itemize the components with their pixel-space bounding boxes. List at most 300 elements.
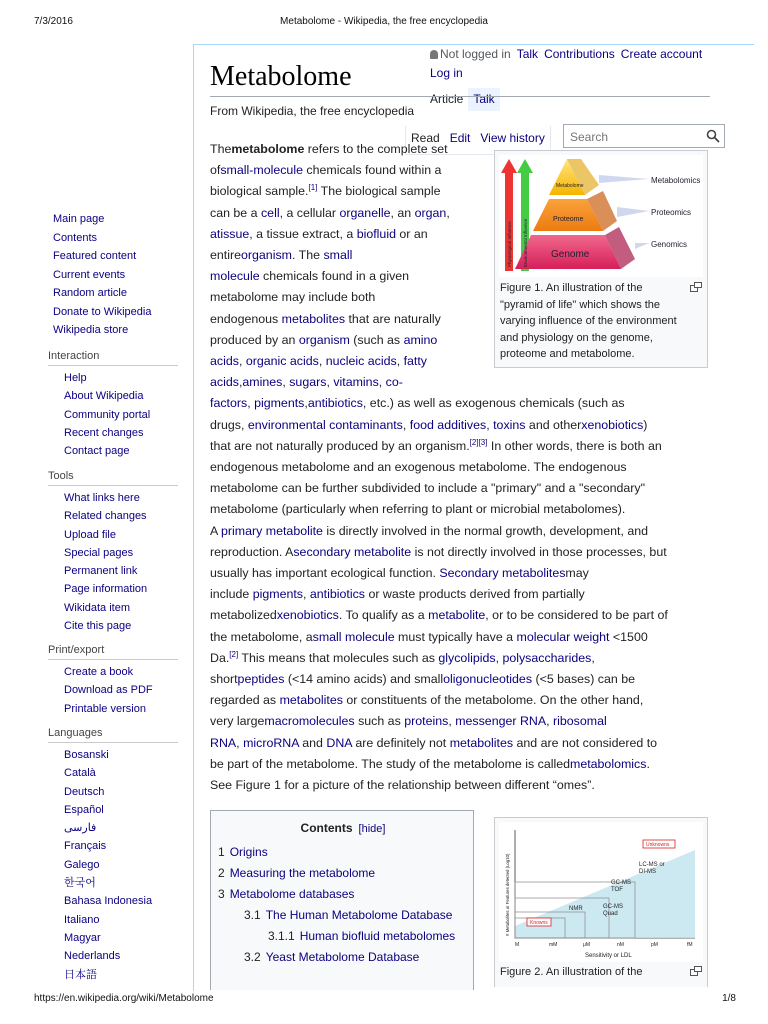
link-organelle[interactable]: organelle bbox=[339, 205, 391, 220]
toc-item-link[interactable]: Origins bbox=[229, 845, 268, 859]
tab-view-history[interactable]: View history bbox=[480, 131, 545, 145]
namespace-tabs bbox=[425, 88, 500, 113]
body-text: endogenous metabolome and an exogenous metabolome. The endogenous bbox=[210, 460, 627, 474]
toc-item-number[interactable]: 3.2 bbox=[244, 950, 261, 964]
body-line bbox=[210, 669, 635, 689]
body-line bbox=[210, 584, 585, 604]
tab-edit[interactable]: Edit bbox=[449, 131, 471, 145]
link-food-additives[interactable]: food additives bbox=[409, 417, 487, 432]
sidebar-link-bahasa-indonesia[interactable]: Bahasa Indonesia bbox=[64, 895, 153, 908]
body-text: drugs, bbox=[210, 417, 248, 432]
body-text: reproduction. A bbox=[210, 544, 294, 559]
link-organism[interactable]: organism bbox=[298, 332, 350, 347]
sidebar-link-download-as-pdf[interactable]: Download as PDF bbox=[64, 684, 153, 697]
link-amino[interactable]: amino bbox=[403, 332, 438, 347]
sidebar-link-wikipedia-store[interactable]: Wikipedia store bbox=[53, 324, 129, 336]
label-nmr: NMR bbox=[569, 906, 583, 912]
body-text: are definitely not bbox=[351, 735, 450, 750]
chart-x-axis-label: Sensitivity or LDL bbox=[585, 953, 632, 959]
body-text: (such as bbox=[349, 332, 404, 347]
link-dna[interactable]: DNA bbox=[326, 735, 352, 750]
x-tick: fM bbox=[687, 942, 693, 948]
caption-line: and physiology on the genome, bbox=[500, 331, 653, 344]
label-genome: Genome bbox=[551, 249, 590, 260]
sidebar-link-help[interactable]: Help bbox=[64, 372, 87, 384]
toc-item[interactable] bbox=[268, 929, 455, 943]
figure-2 bbox=[494, 817, 708, 987]
body-text: metabolome (particularly when referring to plant or microbial metabolomes). bbox=[210, 502, 626, 517]
sidebar-item bbox=[53, 321, 180, 340]
link-sugars[interactable]: sugars bbox=[289, 375, 327, 390]
link-amines[interactable]: amines bbox=[242, 375, 283, 390]
sidebar-link-galego[interactable]: Galego bbox=[64, 858, 100, 871]
x-tick: nM bbox=[617, 942, 624, 948]
label-metabolome: Metabolome bbox=[556, 183, 584, 189]
sidebar-link-permanent-link[interactable]: Permanent link bbox=[64, 565, 138, 578]
body-line bbox=[210, 266, 409, 286]
sidebar-link-item[interactable]: 日本語 bbox=[64, 968, 97, 981]
sidebar-link-printable-version[interactable]: Printable version bbox=[64, 702, 146, 715]
sidebar-item bbox=[64, 580, 178, 598]
search-box bbox=[563, 124, 725, 148]
body-text: that are not naturally produced by an organism. bbox=[210, 438, 470, 453]
link-primary-metabolite[interactable]: primary metabolite bbox=[221, 523, 323, 538]
link-small[interactable]: small bbox=[323, 248, 353, 262]
body-text: , bbox=[318, 354, 326, 368]
caption-line: Figure 1. An illustration of the bbox=[500, 282, 643, 294]
body-text: or an bbox=[395, 226, 428, 241]
body-text: is not directly involved in those processes, but bbox=[411, 544, 667, 559]
sidebar-item bbox=[64, 681, 178, 699]
label-proteome: Proteome bbox=[553, 216, 584, 223]
body-text: . To qualify as a bbox=[338, 608, 429, 623]
toc-item[interactable] bbox=[218, 845, 268, 859]
body-line bbox=[210, 542, 667, 562]
citation bbox=[229, 650, 238, 659]
link-oligonucleotides[interactable]: oligonucleotides bbox=[443, 672, 533, 686]
sidebar-item bbox=[53, 266, 180, 285]
sidebar bbox=[48, 210, 180, 981]
body-text: , bbox=[396, 354, 404, 368]
sidebar-link-community-portal[interactable]: Community portal bbox=[64, 408, 151, 421]
body-text: , bbox=[236, 735, 244, 750]
figure-1-caption bbox=[500, 280, 677, 363]
link-metabolites[interactable]: metabolites bbox=[279, 693, 343, 708]
body-text: , bbox=[247, 396, 255, 411]
body-line bbox=[210, 775, 595, 795]
contributions-link[interactable]: Contributions bbox=[544, 47, 615, 61]
link-metabolites[interactable]: metabolites bbox=[449, 735, 514, 750]
link-xenobiotics[interactable]: xenobiotics bbox=[581, 417, 644, 432]
body-text: , etc.) as well as exogenous chemicals (such as bbox=[362, 396, 625, 411]
body-text: See Figure 1 for a picture of the relationship between different “omes”. bbox=[210, 778, 595, 792]
link-factors[interactable]: factors bbox=[210, 396, 248, 411]
link-organic-acids[interactable]: organic acids bbox=[245, 354, 319, 368]
toc-hide-button[interactable]: [hide] bbox=[358, 823, 386, 835]
sidebar-link-magyar[interactable]: Magyar bbox=[64, 931, 101, 944]
body-text: , a tissue extract, a bbox=[249, 226, 357, 241]
sidebar-item bbox=[64, 856, 178, 874]
sidebar-link-italiano[interactable]: Italiano bbox=[64, 913, 100, 926]
link-secondary-metabolites[interactable]: Secondary metabolites bbox=[439, 566, 566, 580]
portal-heading-tools: Tools bbox=[48, 470, 178, 486]
body-text: endogenous bbox=[210, 311, 282, 326]
body-text: . bbox=[646, 756, 650, 771]
personal-tools bbox=[430, 45, 730, 83]
sidebar-link-special-pages[interactable]: Special pages bbox=[64, 546, 134, 559]
body-text: very large bbox=[210, 714, 265, 729]
sidebar-item bbox=[64, 892, 178, 910]
citation-link[interactable]: [1] bbox=[308, 183, 318, 193]
sidebar-item bbox=[53, 284, 180, 303]
sidebar-item bbox=[64, 544, 178, 562]
body-line bbox=[210, 245, 352, 265]
body-line bbox=[210, 372, 403, 392]
link-ribosomal[interactable]: ribosomal bbox=[553, 714, 607, 729]
body-text: and bbox=[298, 735, 327, 750]
tab-article[interactable]: Article bbox=[430, 92, 464, 106]
body-text: The biological sample bbox=[317, 184, 441, 199]
body-text: ) bbox=[643, 417, 648, 432]
link-organ[interactable]: organ bbox=[414, 205, 447, 220]
toc-item-number[interactable]: 3.1.1 bbox=[268, 929, 295, 943]
body-line bbox=[210, 330, 437, 350]
sidebar-item bbox=[64, 406, 178, 424]
body-text: must typically have a bbox=[394, 629, 517, 644]
sidebar-item bbox=[64, 617, 178, 635]
label-gcms-tof: GC-MS bbox=[611, 880, 631, 886]
x-tick: μM bbox=[583, 942, 591, 948]
body-text: , bbox=[304, 396, 308, 411]
body-text: and are not considered to bbox=[513, 735, 658, 750]
print-title: Metabolome - Wikipedia, the free encyclopedia bbox=[280, 16, 488, 27]
sidebar-link-bosanski[interactable]: Bosanski bbox=[64, 749, 109, 761]
sidebar-link-deutsch[interactable]: Deutsch bbox=[64, 785, 105, 798]
link-messenger-rna[interactable]: messenger RNA bbox=[455, 714, 547, 729]
body-text: , bbox=[495, 650, 503, 665]
link-nucleic-acids[interactable]: nucleic acids bbox=[325, 354, 397, 368]
portal-languages bbox=[48, 727, 178, 984]
body-text: , bbox=[546, 714, 553, 729]
label-unknowns: Unknowns bbox=[646, 842, 670, 848]
link-antibiotics[interactable]: antibiotics bbox=[307, 396, 363, 411]
body-text: entire bbox=[210, 248, 241, 262]
link-pigments[interactable]: pigments bbox=[254, 396, 305, 411]
sidebar-item bbox=[53, 229, 180, 248]
sidebar-item bbox=[64, 442, 178, 460]
link-proteins[interactable]: proteins bbox=[404, 714, 449, 729]
sidebar-link-main-page[interactable]: Main page bbox=[53, 213, 105, 225]
caption-line: proteome and metabolome. bbox=[500, 348, 635, 360]
portal-heading-interaction: Interaction bbox=[48, 350, 178, 366]
sidebar-link-page-information[interactable]: Page information bbox=[64, 583, 148, 596]
sidebar-item bbox=[64, 874, 178, 892]
link-secondary-metabolite[interactable]: secondary metabolite bbox=[293, 544, 412, 559]
body-text: This means that molecules such as bbox=[238, 650, 439, 665]
figure-1 bbox=[494, 150, 708, 368]
sidebar-item bbox=[64, 507, 178, 525]
link-macromolecules[interactable]: macromolecules bbox=[264, 714, 355, 729]
body-text: metabolome can be further subdivided to include a "primary" and a "secondary" bbox=[210, 481, 645, 496]
body-line bbox=[210, 203, 450, 223]
sidebar-item bbox=[64, 369, 178, 387]
search-icon[interactable] bbox=[706, 129, 720, 143]
label-proteomics: Proteomics bbox=[651, 208, 692, 217]
toc-item-number[interactable]: 3.1 bbox=[244, 908, 261, 922]
body-line bbox=[210, 521, 648, 541]
magnify-icon[interactable] bbox=[690, 282, 702, 292]
x-tick: mM bbox=[549, 942, 558, 948]
body-line bbox=[210, 415, 647, 435]
sidebar-link-about-wikipedia[interactable]: About Wikipedia bbox=[64, 390, 144, 403]
toc-item-link[interactable]: The Human Metabolome Database bbox=[265, 908, 453, 922]
bold-term: metabolome bbox=[231, 142, 305, 156]
magnify-icon[interactable] bbox=[690, 966, 702, 976]
body-text: , bbox=[238, 354, 246, 368]
body-line bbox=[210, 139, 448, 159]
body-text: chemicals found in a given bbox=[259, 269, 410, 284]
link-antibiotics[interactable]: antibiotics bbox=[309, 587, 365, 602]
body-line bbox=[210, 287, 375, 307]
sidebar-link-donate-to-wikipedia[interactable]: Donate to Wikipedia bbox=[53, 305, 152, 318]
talk-link[interactable]: Talk bbox=[516, 47, 539, 61]
body-text: Da. bbox=[210, 650, 230, 665]
body-text: , bbox=[486, 417, 494, 432]
body-line bbox=[210, 181, 440, 201]
link-small-molecule[interactable]: small-molecule bbox=[220, 163, 303, 178]
body-text: such as bbox=[354, 714, 405, 729]
body-text: , a cellular bbox=[279, 205, 340, 220]
body-text: , bbox=[591, 650, 595, 665]
portal-interaction bbox=[48, 350, 178, 460]
caption-line: varying influence of the environment bbox=[500, 315, 677, 327]
sidebar-link-random-article[interactable]: Random article bbox=[53, 287, 127, 299]
link-molecule[interactable]: molecule bbox=[210, 269, 260, 284]
link-metabolomics[interactable]: metabolomics bbox=[570, 756, 647, 771]
sidebar-item bbox=[64, 387, 178, 405]
body-text: or constituents of the metabolome. On the other hand, bbox=[342, 693, 644, 708]
sidebar-link-contact-page[interactable]: Contact page bbox=[64, 445, 130, 458]
link-glycolipids[interactable]: glycolipids bbox=[438, 650, 496, 665]
label-dims: DI-MS bbox=[639, 869, 656, 875]
link-small-molecule[interactable]: small molecule bbox=[312, 629, 395, 644]
link-acids[interactable]: acids bbox=[210, 354, 239, 368]
sidebar-item bbox=[64, 801, 178, 819]
body-text: produced by an bbox=[210, 332, 299, 347]
body-text: , or to be considered to be part of bbox=[485, 608, 668, 623]
toc-item[interactable] bbox=[218, 866, 375, 880]
body-text: that are naturally bbox=[345, 311, 441, 326]
body-line bbox=[210, 648, 595, 668]
body-text: can be a bbox=[210, 205, 261, 220]
portal-tools bbox=[48, 470, 178, 635]
link-organism[interactable]: organism bbox=[241, 248, 292, 262]
link-microrna[interactable]: microRNA bbox=[243, 735, 299, 750]
body-text: of bbox=[210, 163, 221, 178]
sidebar-item bbox=[64, 911, 178, 929]
sidebar-link-cite-this-page[interactable]: Cite this page bbox=[64, 620, 132, 633]
link-vitamins[interactable]: vitamins bbox=[333, 375, 379, 390]
link-metabolites[interactable]: metabolites bbox=[281, 311, 346, 326]
tab-talk[interactable]: Talk bbox=[468, 88, 499, 111]
label-tof: TOF bbox=[611, 887, 623, 893]
body-line bbox=[210, 457, 627, 477]
body-line bbox=[210, 690, 643, 710]
sidebar-item bbox=[64, 746, 178, 764]
citation-link[interactable]: [2][3] bbox=[469, 437, 488, 447]
sidebar-item bbox=[64, 966, 178, 984]
sidebar-item bbox=[64, 526, 178, 544]
not-logged-in-label: Not logged in bbox=[440, 47, 511, 61]
body-text: , bbox=[446, 205, 450, 220]
sidebar-item bbox=[64, 424, 178, 442]
label-knowns: Knowns bbox=[530, 920, 548, 926]
body-text: biological sample. bbox=[210, 184, 309, 199]
body-line bbox=[210, 436, 662, 456]
body-line bbox=[210, 224, 428, 244]
label-physiological-influence: Physiological Influence bbox=[507, 221, 512, 267]
body-text: The bbox=[210, 142, 232, 156]
body-line bbox=[210, 478, 645, 498]
x-tick: M bbox=[515, 942, 520, 948]
citation-link[interactable]: [2] bbox=[229, 649, 239, 659]
toc-title: Contents bbox=[300, 821, 353, 835]
body-line bbox=[210, 351, 427, 371]
sidebar-link-related-changes[interactable]: Related changes bbox=[64, 510, 147, 523]
log-in-link[interactable]: Log in bbox=[430, 66, 463, 80]
body-text: or waste products derived from partially bbox=[365, 587, 585, 602]
pyramid-of-life-image bbox=[499, 155, 703, 277]
body-line bbox=[210, 309, 441, 329]
sidebar-item bbox=[53, 210, 180, 229]
label-lcms: LC-MS or bbox=[639, 862, 665, 868]
body-text: may bbox=[565, 566, 589, 580]
toc-item-number[interactable]: 1 bbox=[218, 845, 225, 859]
toc-item[interactable] bbox=[218, 887, 354, 901]
sidebar-link-item[interactable]: 한국어 bbox=[64, 877, 96, 890]
body-line bbox=[210, 563, 589, 583]
toc-item-link[interactable]: Human biofluid metabolomes bbox=[299, 929, 456, 943]
sidebar-item bbox=[53, 247, 180, 266]
toc-item-number[interactable]: 3 bbox=[218, 887, 225, 901]
sidebar-link-what-links-here[interactable]: What links here bbox=[64, 492, 140, 504]
body-text: be part of the metabolome. The study of the metabolome is called bbox=[210, 756, 570, 771]
chart-y-axis-label: # Metabolites or Features detected (Log10) bbox=[505, 853, 510, 936]
sidebar-item bbox=[64, 700, 178, 718]
label-quad: Quad bbox=[603, 911, 618, 917]
link-fatty[interactable]: fatty bbox=[403, 354, 427, 368]
toc-item[interactable] bbox=[244, 908, 452, 922]
toc-item-link[interactable]: Metabolome databases bbox=[229, 887, 355, 901]
body-text: (<14 amino acids) and small bbox=[284, 672, 444, 686]
label-gcms-quad: GC-MS bbox=[603, 904, 623, 910]
toc-item[interactable] bbox=[244, 950, 419, 964]
sidebar-item bbox=[64, 562, 178, 580]
link-xenobiotics[interactable]: xenobiotics bbox=[276, 608, 339, 623]
body-text: , bbox=[282, 375, 290, 390]
link-co[interactable]: co- bbox=[385, 375, 403, 390]
tagline: From Wikipedia, the free encyclopedia bbox=[210, 104, 415, 118]
sidebar-link-wikidata-item[interactable]: Wikidata item bbox=[64, 601, 131, 614]
body-line bbox=[210, 605, 668, 625]
sidebar-link-recent-changes[interactable]: Recent changes bbox=[64, 426, 144, 439]
link-molecular-weight[interactable]: molecular weight bbox=[516, 629, 610, 644]
link-rna[interactable]: RNA bbox=[210, 735, 237, 750]
link-pigments[interactable]: pigments bbox=[252, 587, 303, 602]
sidebar-link-upload-file[interactable]: Upload file bbox=[64, 528, 116, 541]
create-account-link[interactable]: Create account bbox=[620, 47, 703, 61]
body-line bbox=[210, 754, 650, 774]
body-text: is directly involved in the normal growth, development, and bbox=[322, 523, 649, 538]
link-environmental-contaminants[interactable]: environmental contaminants bbox=[247, 417, 403, 432]
sidebar-item bbox=[53, 303, 180, 322]
print-date: 7/3/2016 bbox=[34, 16, 73, 27]
caption-line: "pyramid of life" which shows the bbox=[500, 298, 661, 311]
body-text: metabolized bbox=[210, 608, 277, 623]
body-text: include bbox=[210, 587, 253, 602]
sidebar-item bbox=[64, 783, 178, 801]
sidebar-link-fran-ais[interactable]: Français bbox=[64, 840, 107, 853]
link-atissue[interactable]: atissue bbox=[210, 226, 250, 241]
link-biofluid[interactable]: biofluid bbox=[356, 226, 396, 241]
sidebar-item bbox=[64, 819, 178, 837]
sidebar-link-nederlands[interactable]: Nederlands bbox=[64, 950, 121, 963]
tab-read[interactable]: Read bbox=[411, 131, 440, 145]
sidebar-link-create-a-book[interactable]: Create a book bbox=[64, 666, 134, 678]
link-peptides[interactable]: peptides bbox=[237, 672, 285, 686]
sidebar-item bbox=[64, 599, 178, 617]
body-line bbox=[210, 160, 441, 180]
label-metabolomics: Metabolomics bbox=[651, 176, 701, 185]
link-toxins[interactable]: toxins bbox=[493, 417, 526, 432]
user-icon bbox=[430, 50, 438, 59]
portal-heading-print-export: Print/export bbox=[48, 644, 178, 660]
body-text: the metabolome, a bbox=[210, 629, 313, 644]
body-text: refers to the complete set bbox=[304, 142, 448, 156]
sidebar-item bbox=[64, 929, 178, 947]
link-cell[interactable]: cell bbox=[260, 205, 280, 220]
toc-item-number[interactable]: 2 bbox=[218, 866, 225, 880]
body-text: , bbox=[238, 375, 243, 390]
sidebar-link-catal[interactable]: Català bbox=[64, 767, 96, 780]
toc-item-link[interactable]: Measuring the metabolome bbox=[229, 866, 376, 880]
body-text: , bbox=[378, 375, 386, 390]
portal-heading-languages: Languages bbox=[48, 727, 178, 743]
body-text: short bbox=[210, 672, 238, 686]
link-acids[interactable]: acids bbox=[210, 375, 239, 390]
sidebar-item bbox=[64, 764, 178, 782]
body-text: metabolome may include both bbox=[210, 290, 376, 305]
link-polysaccharides[interactable]: polysaccharides bbox=[502, 650, 592, 665]
sidebar-link-item[interactable]: فارسی bbox=[64, 822, 97, 835]
main-navigation bbox=[53, 210, 180, 340]
link-metabolite[interactable]: metabolite bbox=[428, 608, 486, 623]
search-input[interactable] bbox=[568, 126, 702, 148]
sidebar-link-contents[interactable]: Contents bbox=[53, 231, 98, 244]
body-text: regarded as bbox=[210, 693, 280, 708]
body-line bbox=[210, 711, 607, 731]
body-line bbox=[210, 627, 648, 647]
label-environmental-influence: Environmental Influence bbox=[523, 218, 528, 267]
print-url: https://en.wikipedia.org/wiki/Metabolome bbox=[34, 993, 214, 1004]
body-text: . The bbox=[291, 248, 324, 262]
sidebar-link-current-events[interactable]: Current events bbox=[53, 268, 126, 281]
sidebar-link-featured-content[interactable]: Featured content bbox=[53, 250, 137, 262]
sidebar-link-espa-ol[interactable]: Español bbox=[64, 803, 104, 816]
body-text: chemicals found within a bbox=[302, 163, 442, 178]
sidebar-item bbox=[64, 489, 178, 507]
toc-item-link[interactable]: Yeast Metabolome Database bbox=[265, 950, 420, 964]
